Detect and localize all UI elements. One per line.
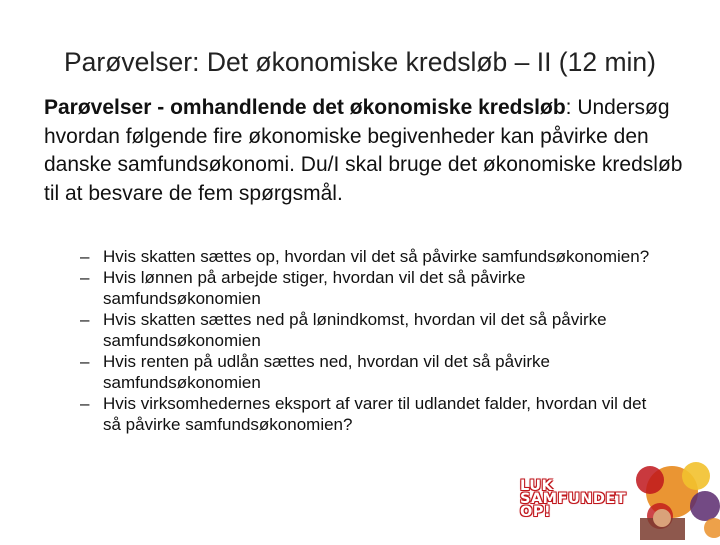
list-item [80, 393, 660, 435]
list-item [80, 351, 660, 393]
question-text: Hvis renten på udlån sættes ned, hvordan vil det så påvirke samfundsøkonomien [103, 352, 550, 392]
slide-title: Parøvelser: Det økonomiske kredsløb – II (12 min) [63, 47, 656, 77]
logo-text [520, 480, 626, 519]
intro-colon: : [565, 96, 578, 119]
bullet-dash: – [80, 310, 90, 329]
bullet-dash: – [80, 394, 90, 413]
logo-blob-yellow [682, 462, 710, 490]
question-text: Hvis skatten sættes op, hvordan vil det så påvirke samfundsøkonomien? [103, 247, 650, 266]
luk-samfundet-op-logo [500, 458, 720, 540]
question-text: Hvis skatten sættes ned på lønindkomst, hvordan vil det så påvirke samfundsøkonomien [103, 310, 607, 350]
logo-figure-head [653, 509, 671, 527]
list-item [80, 246, 660, 267]
logo-blob-purple [690, 491, 720, 521]
logo-blob-red [636, 466, 664, 494]
bullet-dash: – [80, 268, 90, 287]
question-text: Hvis virksomhedernes eksport af varer til udlandet falder, hvordan vil det så påvirke samfundsøkonomien? [103, 394, 647, 434]
list-item [80, 309, 660, 351]
list-item [80, 267, 660, 309]
logo-line-2: SAMFUNDET [520, 491, 627, 507]
logo-line-3: OP! [520, 504, 552, 520]
question-text: Hvis lønnen på arbejde stiger, hvordan vil det så påvirke samfundsøkonomien [103, 268, 526, 308]
question-list [80, 246, 660, 435]
logo-line-1: LUK [520, 478, 554, 494]
logo-blob-orange-2 [704, 518, 720, 538]
bullet-dash: – [80, 247, 90, 266]
intro-lead: Parøvelser - omhandlende det økonomiske kredsløb [44, 96, 566, 119]
bullet-dash: – [80, 352, 90, 371]
intro-paragraph [44, 94, 684, 208]
intro-body: Undersøg hvordan følgende fire økonomiske begivenheder kan påvirke den danske samfundsøkonomi. Du/I skal bruge det økonomiske kredsløb til at besvare de fem spørgsmål. [44, 96, 683, 205]
